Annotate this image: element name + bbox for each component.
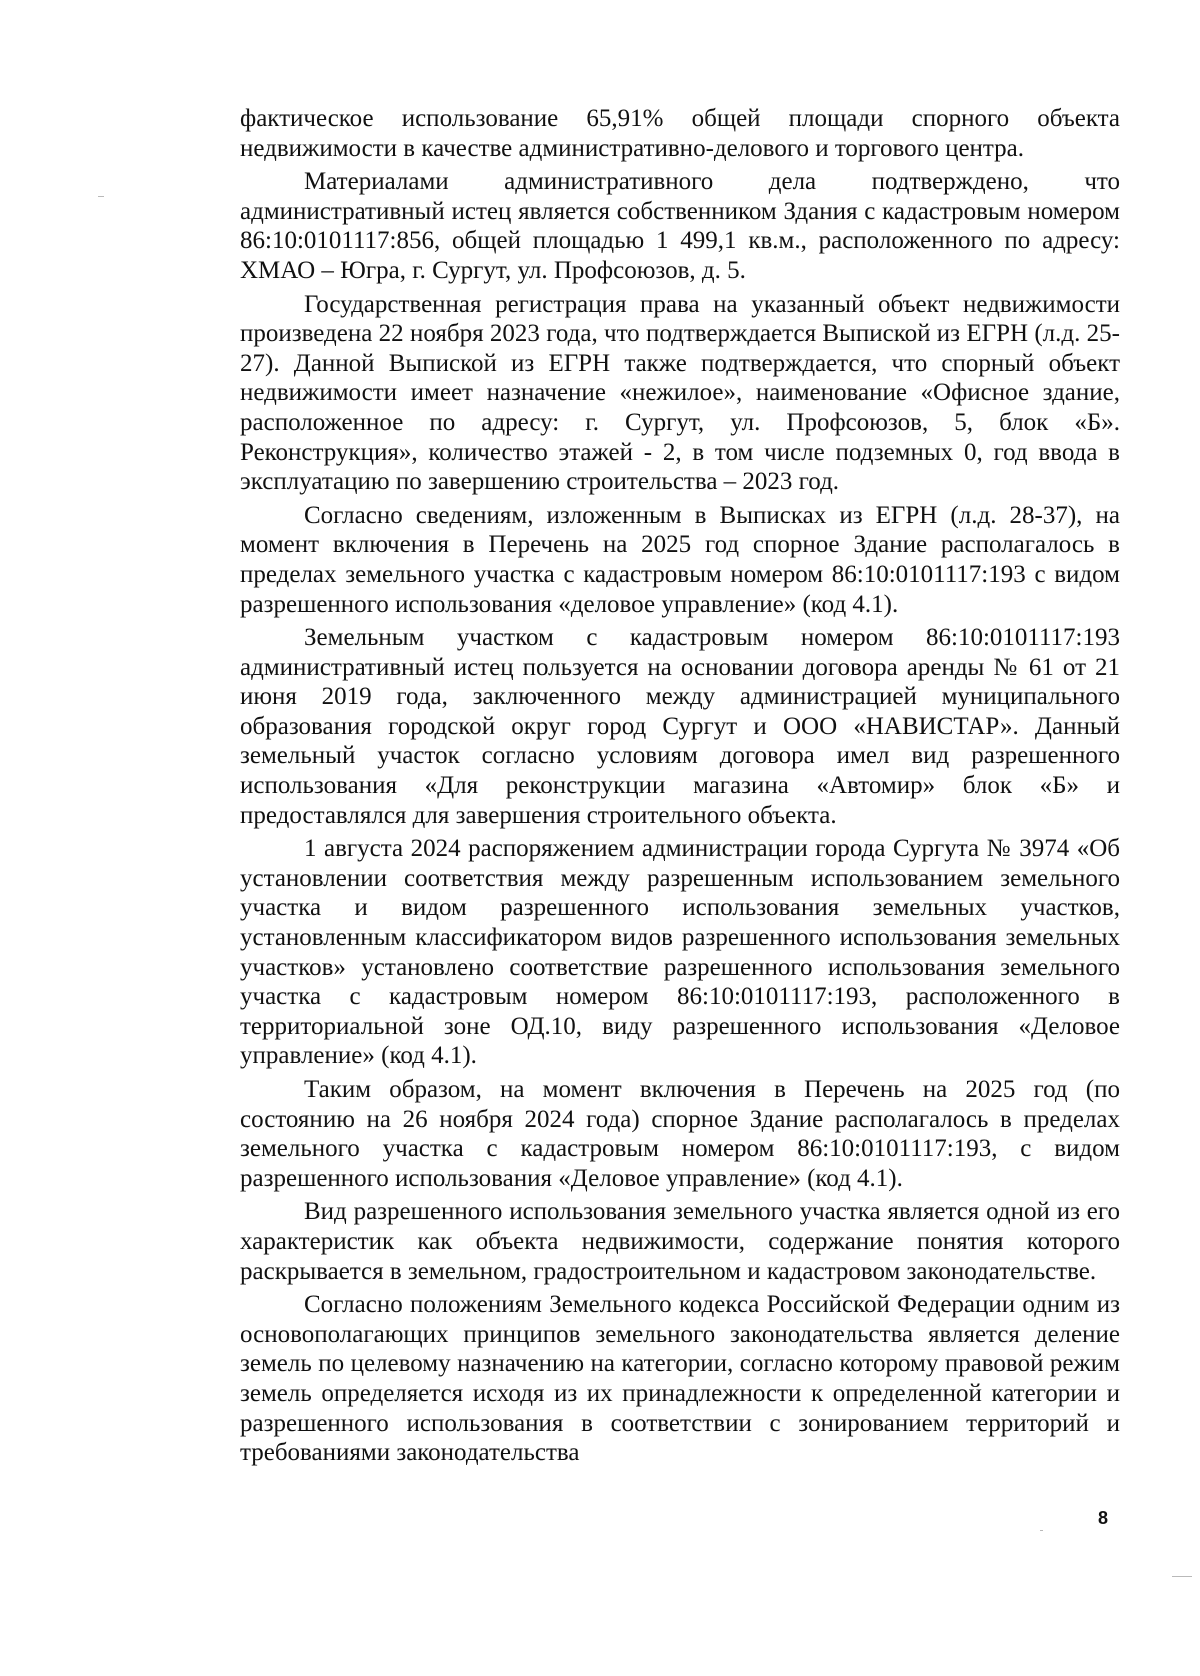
document-body (240, 104, 1120, 1472)
paragraph-2: Материалами административного дела подтверждено, что административный истец является собственником Здания с кадастровым номером 86:10:0101117:856, общей площадью 1 499,1 кв.м., расположенного по адресу: ХМАО – Югра, г. Сургут, ул. Профсоюзов, д. 5. (240, 168, 1120, 284)
paragraph-3: Государственная регистрация права на указанный объект недвижимости произведена 22 ноября 2023 года, что подтверждается Выпиской из ЕГРН (л.д. 25-27). Данной Выпиской из ЕГРН также подтверждается, что спорный объект недвижимости имеет назначение «нежилое», наименование «Офисное здание, расположенное по адресу: г. Сургут, ул. Профсоюзов, 5, блок «Б». Реконструкция», количество этажей - 2, в том числе подземных 0, год ввода в эксплуатацию по завершению строительства – 2023 год. (240, 290, 1120, 496)
scan-artifact (1172, 1576, 1192, 1577)
paragraph-5: Земельным участком с кадастровым номером 86:10:0101117:193 административный истец пользуется на основании договора аренды № 61 от 21 июня 2019 года, заключенного между администрацией муниципального образования городской округ город Сургут и ООО «НАВИСТАР». Данный земельный участок согласно условиям договора имел вид разрешенного использования «Для реконструкции магазина «Автомир» блок «Б» и предоставлялся для завершения строительного объекта. (240, 624, 1120, 829)
paragraph-4: Согласно сведениям, изложенным в Выписках из ЕГРН (л.д. 28-37), на момент включения в Перечень на 2025 год спорное Здание располагалось в пределах земельного участка с кадастровым номером 86:10:0101117:193 с видом разрешенного использования «деловое управление» (код 4.1). (240, 501, 1120, 618)
scan-artifact (1040, 1530, 1043, 1531)
paragraph-6: 1 августа 2024 распоряжением администрации города Сургута № 3974 «Об установлении соответствия между разрешенным использованием земельного участка и видом разрешенного использования земельных участков, установленным классификатором видов разрешенного использования земельных участков» установлено соответствие разрешенного использования земельного участка с кадастровым номером 86:10:0101117:193, расположенного в территориальной зоне ОД.10, виду разрешенного использования «Деловое управление» (код 4.1). (240, 835, 1120, 1070)
paragraph-7: Таким образом, на момент включения в Перечень на 2025 год (по состоянию на 26 ноября 2024 года) спорное Здание располагалось в пределах земельного участка с кадастровым номером 86:10:0101117:193, с видом разрешенного использования «Деловое управление» (код 4.1). (240, 1076, 1120, 1192)
page-number: 8 (1098, 1508, 1109, 1528)
paragraph-8: Вид разрешенного использования земельного участка является одной из его характеристик как объекта недвижимости, содержание понятия которого раскрывается в земельном, градостроительном и кадастровом законодательстве. (240, 1198, 1120, 1285)
paragraph-9: Согласно положениям Земельного кодекса Российской Федерации одним из основополагающих принципов земельного законодательства является деление земель по целевому назначению на категории, согласно которому правовой режим земель определяется исходя из их принадлежности к определенной категории и разрешенного использования в соответствии с зонированием территорий и требованиями законодательства (240, 1291, 1120, 1467)
paragraph-1: фактическое использование 65,91% общей площади спорного объекта недвижимости в качестве административно-делового и торгового центра. (240, 105, 1120, 162)
scan-artifact (98, 196, 104, 197)
